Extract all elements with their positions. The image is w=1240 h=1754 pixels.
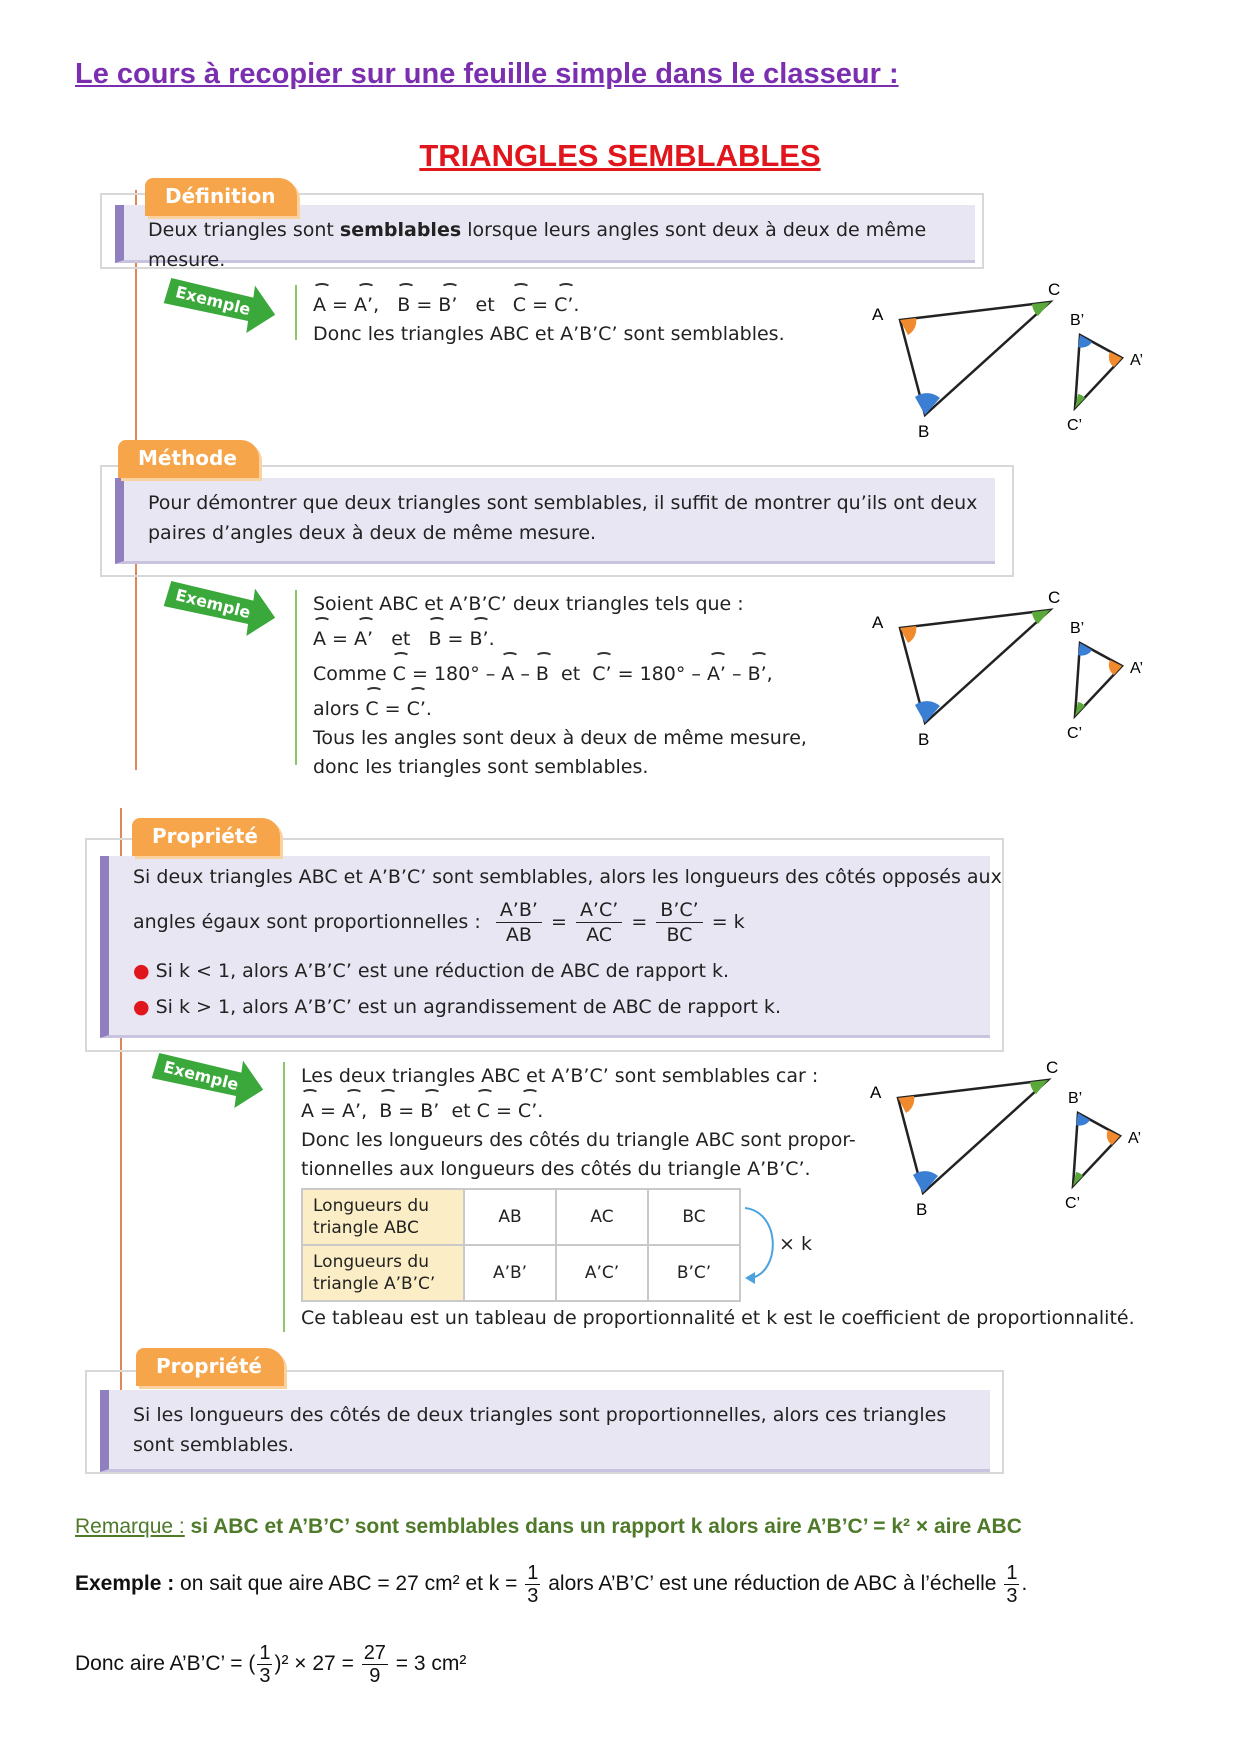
example1-body: [295, 285, 815, 345]
table-row-head: Longueurs du triangle A’B’C’: [302, 1245, 464, 1301]
table-row-head: Longueurs du triangle ABC: [302, 1189, 464, 1245]
property1-line2-text: angles égaux sont proportionnelles :: [133, 911, 481, 933]
label-c: C: [1048, 588, 1061, 607]
example2-line6: donc les triangles sont semblables.: [313, 756, 649, 778]
property2-tag: Propriété: [136, 1348, 284, 1386]
example3-line3: Donc les longueurs des côtés du triangle ABC sont propor-: [301, 1129, 856, 1151]
angle-a2: A’: [354, 619, 373, 654]
triangle-figure-2: [860, 588, 1160, 748]
remark-text: si ABC et A’B’C’ sont semblables dans un rapport k alors aire A’B’C’ = k² × aire ABC: [184, 1515, 1022, 1538]
label-b: B: [918, 730, 930, 748]
angle-b2: B’: [438, 285, 457, 320]
angle-c2: C’: [592, 654, 611, 689]
triangle-a2b2c2: [1067, 620, 1143, 742]
example2-line2: [313, 619, 855, 654]
triangle-a2b2c2: [1067, 312, 1143, 434]
eq: =: [384, 698, 401, 720]
multiply-k-label: × k: [779, 1233, 812, 1255]
fraction-one-third-2: $\frac{1}{3}$: [1006, 1562, 1018, 1607]
dot: .: [537, 1100, 544, 1122]
alors: alors: [313, 698, 360, 720]
angle-b: B: [536, 654, 549, 689]
dot: .: [573, 294, 580, 316]
example1-badge-label: Exemple: [173, 282, 253, 320]
method-box: [115, 478, 995, 564]
definition-text-after: lorsque leurs angles sont deux à deux de même mesure.: [148, 219, 927, 271]
example3-badge-label: Exemple: [161, 1057, 241, 1095]
angle-b2: B’: [748, 654, 767, 689]
eq: =: [447, 628, 464, 650]
remark-label: Remarque :: [75, 1515, 185, 1538]
bullet-icon: ●: [133, 996, 150, 1018]
et: et: [451, 1100, 471, 1122]
example2-body: [295, 590, 855, 778]
ratio-ac: $\frac{A’C’}{AC}$: [576, 898, 622, 947]
label-c2: C’: [1067, 725, 1083, 742]
fraction-one-third-3: $\frac{1}{3}$: [259, 1642, 271, 1687]
label-c2: C’: [1065, 1195, 1081, 1212]
table-cell: AB: [464, 1189, 556, 1245]
triangle-figure-3: [858, 1058, 1158, 1218]
expr1: = 180° –: [617, 663, 701, 685]
dot: .: [488, 628, 495, 650]
definition-text-bold: semblables: [339, 219, 462, 241]
angle-a: A: [501, 654, 514, 689]
angle-b2: B’: [470, 619, 489, 654]
table-row: [302, 1189, 740, 1245]
angle-b: B: [379, 1091, 392, 1126]
bullet2-text: Si k > 1, alors A’B’C’ est un agrandissement de ABC de rapport k.: [155, 996, 781, 1018]
dot: .: [425, 698, 432, 720]
definition-tag: Définition: [145, 178, 297, 216]
label-b: B: [916, 1200, 928, 1218]
property1-line2: angles égaux sont proportionnelles : $\frac{A’B’}{AB}$ = $\frac{A’C’}{AC}$ = $\frac{B’C’}{BC}$ = k: [133, 899, 745, 946]
fraction-27-9: $\frac{27}{9}$: [363, 1642, 386, 1687]
expr3: ,: [766, 663, 773, 685]
fraction-one-third: $\frac{1}{3}$: [527, 1562, 539, 1607]
example1-line2: Donc les triangles ABC et A’B’C’ sont semblables.: [313, 323, 785, 345]
label-c: C: [1046, 1058, 1059, 1077]
label-c: C: [1048, 280, 1061, 299]
triangle-abc: [872, 588, 1060, 748]
triangle-a2b2c2: [1065, 1090, 1141, 1212]
label-a2: A’: [1130, 352, 1144, 369]
angle-c: C: [393, 654, 406, 689]
table-cell: A’C’: [556, 1245, 648, 1301]
example3-badge-icon: [148, 1050, 268, 1108]
label-b2: B’: [1068, 1090, 1083, 1107]
example2-line4: [313, 689, 855, 724]
proportion-table: [301, 1188, 741, 1302]
angle-a2: A’: [707, 654, 726, 689]
angle-c2: C’: [407, 689, 426, 724]
table-cell: A’B’: [464, 1245, 556, 1301]
final-calc-text2: )² × 27 =: [274, 1652, 354, 1676]
final-example-text2: alors A’B’C’ est une réduction de ABC à l’échelle: [548, 1572, 997, 1596]
final-example-label: Exemple :: [75, 1572, 175, 1596]
label-a2: A’: [1128, 1130, 1142, 1147]
bullet1-text: Si k < 1, alors A’B’C’ est une réduction de ABC de rapport k.: [155, 960, 729, 982]
final-example: [75, 1562, 1027, 1607]
sep: ,: [361, 1100, 368, 1122]
eq: =: [532, 294, 549, 316]
angle-a2: A’: [354, 285, 373, 320]
angle-c: C: [477, 1091, 490, 1126]
remark: [75, 1515, 1022, 1539]
angle-c2: C’: [554, 285, 573, 320]
angle-c: C: [365, 689, 378, 724]
angle-a: A: [313, 285, 326, 320]
eq: =: [320, 1100, 336, 1122]
method-text: Pour démontrer que deux triangles sont semblables, il suffit de montrer qu’ils ont deux paires d’angles deux à deux de même mesure.: [148, 492, 978, 544]
k-equals: = k: [711, 911, 745, 933]
eq: =: [332, 294, 348, 316]
label-a: A: [872, 305, 884, 324]
example1-line1: [313, 285, 815, 320]
page-title: TRIANGLES SEMBLABLES: [419, 138, 821, 173]
label-b: B: [918, 422, 930, 440]
expr2: –: [520, 663, 530, 685]
example3-line4: tionnelles aux longueurs des côtés du triangle A’B’C’.: [301, 1158, 811, 1180]
table-cell: B’C’: [648, 1245, 740, 1301]
angle-a2: A’: [342, 1091, 361, 1126]
final-calc-text3: = 3 cm²: [395, 1652, 467, 1676]
label-a2: A’: [1130, 660, 1144, 677]
example2-badge-icon: [160, 578, 280, 636]
triangle-abc: [872, 280, 1060, 440]
method-tag: Méthode: [118, 440, 259, 478]
label-b2: B’: [1070, 312, 1085, 329]
label-a: A: [872, 613, 884, 632]
example3-conclusion: Ce tableau est un tableau de proportionnalité et k est le coefficient de proportionnalité.: [301, 1307, 1135, 1329]
final-example-text1: on sait que aire ABC = 27 cm² et k =: [174, 1572, 518, 1596]
example2-badge-label: Exemple: [173, 585, 253, 623]
expr2: –: [732, 663, 742, 685]
label-b2: B’: [1070, 620, 1085, 637]
et: et: [391, 628, 411, 650]
eq: =: [495, 1100, 512, 1122]
property1-box: [100, 856, 1002, 1038]
eq: =: [398, 1100, 415, 1122]
bullet-icon: ●: [133, 960, 150, 982]
sep: ,: [373, 294, 380, 316]
angle-b2: B’: [420, 1091, 439, 1126]
table-cell: AC: [556, 1189, 648, 1245]
example2-line1: Soient ABC et A’B’C’ deux triangles tels que :: [313, 593, 744, 615]
et: et: [475, 294, 495, 316]
angle-c2: C’: [518, 1091, 537, 1126]
ratio-ab: $\frac{A’B’}{AB}$: [496, 898, 542, 947]
example2-line5: Tous les angles sont deux à deux de même mesure,: [313, 727, 807, 749]
final-calc-text1: Donc aire A’B’C’ = (: [75, 1652, 256, 1676]
example1-badge-icon: [160, 275, 280, 333]
definition-text-before: Deux triangles sont: [148, 219, 340, 241]
property2-text: Si les longueurs des côtés de deux triangles sont proportionnelles, alors ces triangles sont semblables.: [133, 1404, 947, 1456]
triangle-figure-1: [860, 280, 1160, 440]
eq: =: [416, 294, 433, 316]
property2-box: [100, 1390, 990, 1472]
triangle-abc: [870, 1058, 1058, 1218]
final-example-text3: .: [1021, 1572, 1028, 1596]
expr1: = 180° –: [411, 663, 496, 685]
comme: Comme: [313, 663, 387, 685]
eq: =: [332, 628, 348, 650]
table-row: [302, 1245, 740, 1301]
angle-b: B: [397, 285, 410, 320]
label-a: A: [870, 1083, 882, 1102]
angle-c: C: [513, 285, 526, 320]
property1-tag: Propriété: [132, 818, 280, 856]
property1-line1: Si deux triangles ABC et A’B’C’ sont semblables, alors les longueurs des côtés opposés aux: [133, 866, 1002, 888]
label-c2: C’: [1067, 417, 1083, 434]
property1-bullet1: [133, 956, 976, 986]
page-header: Le cours à recopier sur une feuille simple dans le classeur :: [75, 58, 899, 90]
angle-a: A: [301, 1091, 314, 1126]
ratio-bc: $\frac{B’C’}{BC}$: [656, 898, 702, 947]
example2-line3: [313, 654, 855, 689]
final-calculation: [75, 1642, 466, 1687]
property1-bullet2: [133, 992, 976, 1022]
angle-a: A: [313, 619, 326, 654]
example3-line1: Les deux triangles ABC et A’B’C’ sont semblables car :: [301, 1065, 819, 1087]
table-cell: BC: [648, 1189, 740, 1245]
et: et: [561, 663, 581, 685]
angle-b: B: [428, 619, 441, 654]
